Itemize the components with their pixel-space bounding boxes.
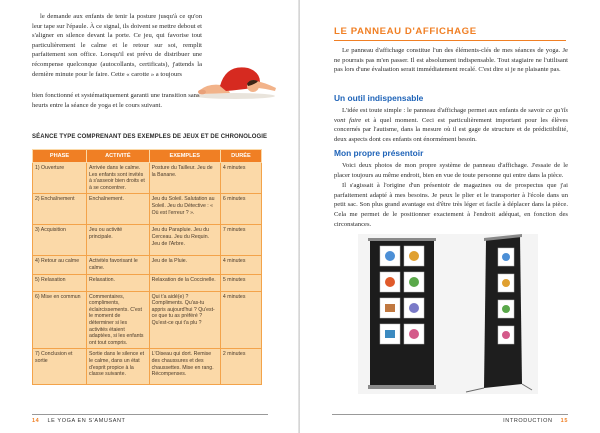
cell-examples: Jeu du Parapluie. Jeu du Cerceau. Jeu du Requin. Jeu de l'Arbre. (149, 225, 220, 256)
running-title-left: LE YOGA EN S'AMUSANT (47, 418, 126, 424)
table-title: SÉANCE TYPE COMPRENANT DES EXEMPLES DE JEUX ET DE CHRONOLOGIE (32, 134, 268, 140)
cell-phase: 1) Ouverture (33, 163, 87, 194)
intro-paragraph (32, 12, 202, 79)
cell-duration: 4 minutes (220, 163, 261, 194)
table-row (33, 291, 262, 349)
cell-duration: 2 minutes (220, 349, 261, 385)
table-header-row (33, 150, 262, 163)
header-phase: PHASE (33, 150, 87, 163)
cell-examples: Jeu de la Pluie. (149, 256, 220, 274)
cell-activity: Activités favorisant le calme. (87, 256, 150, 274)
header-examples: EXEMPLES (149, 150, 220, 163)
cell-activity: Jeu ou activité principale. (87, 225, 150, 256)
page-number-left: 14 (32, 418, 40, 424)
cell-phase: 4) Retour au calme (33, 256, 87, 274)
para-outil-part2: et à quel moment. Ceci est particulièrement important pour les élèves concernés par l'autisme, dans la mesure où il est gage de structure et de prédictibilité, deux aspects dont ces enfants ont énormément besoin. (334, 116, 568, 143)
intro-tail-paragraph (32, 91, 202, 110)
subheading-outil: Un outil indispensable (334, 93, 424, 103)
cell-duration: 6 minutes (220, 194, 261, 225)
para-presentoir (334, 161, 568, 230)
header-duration: DURÉE (220, 150, 261, 163)
para-panel-intro: Le panneau d'affichage constitue l'un des éléments-clés de mes séances de yoga. Je ne pourrais pas m'en passer. Il est absolument indispensable. Tout stagiaire ne l'utilisant pas lors d'une évaluation serait immédiatement recalé. C'est dire si je ne plaisante pas. (334, 47, 568, 74)
cell-examples: Qui t'a aidé(e) ? Compliments. Qu'as-tu appris aujourd'hui ? Qu'est-ce que tu as préféré ? Qu'est-ce qui t'a plu ? (149, 291, 220, 349)
cell-duration: 7 minutes (220, 225, 261, 256)
cell-activity: Relaxation. (87, 274, 150, 291)
cell-examples: Jeu du Soleil. Salutation au Soleil. Jeu du Détective : « Où est l'erreur ? ». (149, 194, 220, 225)
cell-examples: Posture du Tailleur. Jeu de la Banane. (149, 163, 220, 194)
page-number-right: 15 (560, 418, 568, 424)
table-row (33, 349, 262, 385)
footer-right (503, 418, 568, 424)
intro-paragraph-right (334, 46, 568, 76)
footer-rule-left (32, 414, 268, 415)
cell-phase: 7) Conclusion et sortie (33, 349, 87, 385)
session-table (32, 149, 262, 385)
para-outil (334, 106, 568, 145)
table-row (33, 256, 262, 274)
intro-tail-text: bien fonctionné et systématiquement garanti une transition sans heurts entre la séance de yoga et le cours suivant. (32, 92, 200, 109)
right-page (300, 0, 600, 433)
para-outil-part1: L'idée est toute simple : le panneau d'affichage permet aux enfants de savoir (342, 107, 545, 114)
running-title-right: INTRODUCTION (503, 418, 553, 424)
cell-phase: 2) Enchaînement (33, 194, 87, 225)
intro-text: le demande aux enfants de tenir la posture jusqu'à ce qu'on leur tape sur l'épaule. À ce signal, ils doivent se mettre debout et s'aligner en silence devant la porte. Ce jeu, qui favorise tout particulièrement le calme et le retour sur soi, remplit parfaitement son office. Lorsqu'il est prévu de distribuer une récompense quelconque (autocollants, certificats), j'attends la dernière minute pour le faire. Cette « carotte » a toujours (32, 13, 203, 78)
cell-duration: 4 minutes (220, 291, 261, 349)
table-row (33, 194, 262, 225)
cell-phase: 3) Acquisition (33, 225, 87, 256)
para-outil-emphasis: ce qu'ils vont faire (334, 107, 568, 124)
table-row (33, 163, 262, 194)
table-row (33, 274, 262, 291)
footer-rule-right (332, 414, 568, 415)
cell-activity: Arrivée dans le calme. Les enfants sont invités à s'asseoir bien droits et à se concentrer. (87, 163, 150, 194)
cell-duration: 4 minutes (220, 256, 261, 274)
cell-examples: L'Oiseau qui dort. Remise des chaussures et des chaussettes. Mise en rang. Récompenses. (149, 349, 220, 385)
subheading-presentoir: Mon propre présentoir (334, 148, 424, 158)
header-activity: ACTIVITÉ (87, 150, 150, 163)
para-presentoir-2: Il s'agissait à l'origine d'un présentoir de magazines ou de prospectus que j'ai parfaitement adapté à mes besoins. Je peux le plier et le transporter à l'école dans un petit sac. Son plus grand avantage est d'être très léger et facile à déplacer dans la pièce. Cela me permet de le positionner exactement à l'endroit adéquat, en fonction des circonstances. (334, 182, 568, 228)
footer-left (32, 418, 126, 424)
para-presentoir-1: Voici deux photos de mon propre système de panneau d'affichage. J'essaie de le placer toujours au même endroit, bien en vue de toute personne qui entre dans la pièce. (334, 162, 568, 179)
table-row (33, 225, 262, 256)
section-heading: LE PANNEAU D'AFFICHAGE (334, 26, 566, 41)
cell-duration: 5 minutes (220, 274, 261, 291)
display-stand-photo (358, 234, 538, 394)
cell-examples: Relaxation de la Coccinelle. (149, 274, 220, 291)
cell-phase: 6) Mise en commun (33, 291, 87, 349)
cell-phase: 5) Relaxation (33, 274, 87, 291)
cell-activity: Enchaînement. (87, 194, 150, 225)
yoga-child-pose-illustration (190, 46, 280, 101)
cell-activity: Commentaires, compliments, éclaircissements. C'est le moment de déterminer si les activités étaient adaptées, si les enfants ont tout compris. (87, 291, 150, 349)
cell-activity: Sortie dans le silence et le calme, dans un état d'esprit propice à la classe suivante. (87, 349, 150, 385)
